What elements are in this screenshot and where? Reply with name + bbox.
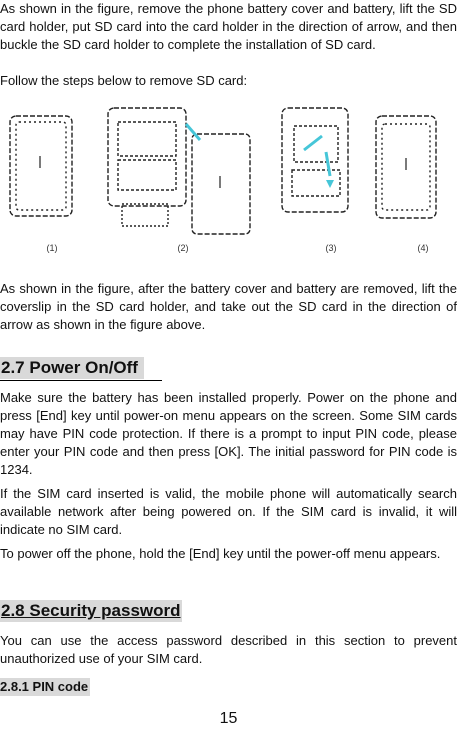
- step-label-1: (1): [46, 243, 58, 253]
- page-number: 15: [219, 710, 238, 727]
- phone-back-step-1: [10, 116, 72, 216]
- power-on-paragraph: Make sure the battery has been installed properly. Power on the phone and press [End] key until power-on menu appears on the screen. Some SIM cards may have PIN code protection. If there is a prompt to input PIN code, please enter your PIN code and then press [OK]. The initial password for PIN code is 1234.: [0, 390, 457, 477]
- removal-paragraph: As shown in the figure, after the battery cover and battery are removed, lift the coverslip in the SD card holder, and take out the SD card in the direction of arrow as shown in the figure above.: [0, 281, 457, 332]
- phone-back-step-2: [108, 108, 250, 234]
- security-paragraph: You can use the access password described in this section to prevent unauthorized use of your SIM card.: [0, 633, 457, 666]
- step-label-4: (4): [417, 243, 429, 253]
- section-heading-power-text: 2.7 Power On/Off: [0, 357, 144, 379]
- step-label-3: (3): [325, 243, 337, 253]
- heading-underline: [0, 380, 162, 381]
- section-heading-security: [0, 600, 182, 622]
- phone-back-step-3: [282, 108, 348, 212]
- step-label-2: (2): [177, 243, 189, 253]
- sim-valid-paragraph: If the SIM card inserted is valid, the mobile phone will automatically search available network after being powered on. If the SIM card is invalid, it will indicate no SIM card.: [0, 486, 457, 537]
- intro-paragraph: As shown in the figure, remove the phone battery cover and battery, lift the SD card holder, put SD card into the card holder in the direction of arrow, and then buckle the SD card holder to complete the installation of SD card.: [0, 1, 457, 52]
- power-off-paragraph: To power off the phone, hold the [End] key until the power-off menu appears.: [0, 546, 441, 561]
- section-heading-power: [0, 357, 144, 379]
- subsection-heading-pin: 2.8.1 PIN code: [0, 679, 89, 694]
- steps-intro-text: Follow the steps below to remove SD card:: [0, 73, 248, 88]
- section-heading-security-text: 2.8 Security password: [1, 601, 181, 620]
- sd-card-removal-figure: [0, 96, 457, 266]
